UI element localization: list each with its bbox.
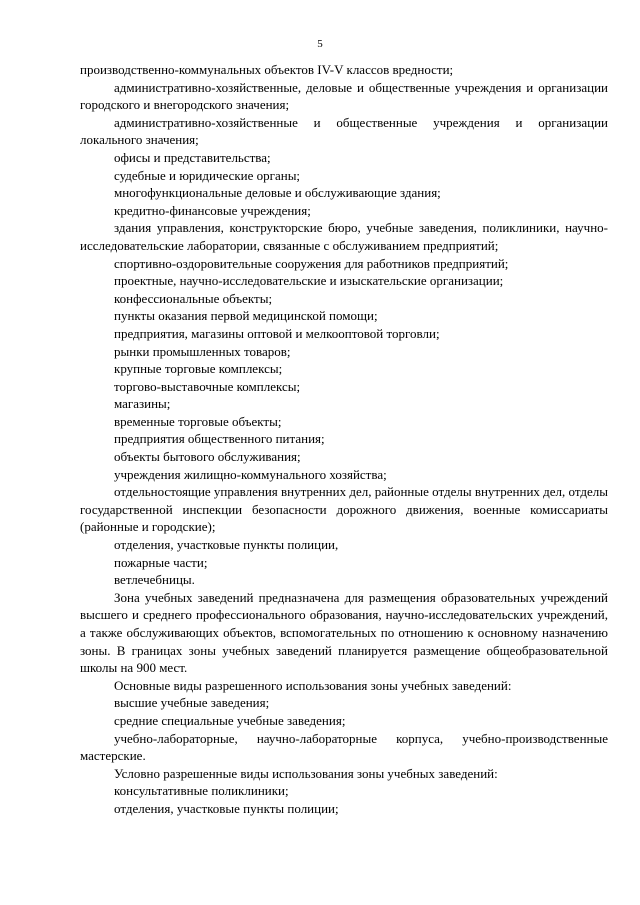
paragraph: предприятия общественного питания;	[114, 431, 325, 447]
paragraph: производственно-коммунальных объектов IV-V классов вредности;	[80, 62, 454, 77]
paragraph: учреждения жилищно-коммунального хозяйства;	[114, 466, 387, 482]
paragraph: объекты бытового обслуживания;	[114, 449, 301, 465]
paragraph: конфессиональные объекты;	[114, 290, 273, 306]
paragraph: консультативные поликлиники;	[114, 783, 289, 799]
paragraph: кредитно-финансовые учреждения;	[114, 202, 311, 218]
paragraph: учебно-лабораторные, научно-лабораторные корпуса, учебно-производственные мастерские.	[80, 730, 608, 764]
paragraph: отдельностоящие управления внутренних дел, районные отделы внутренних дел, отделы государственной инспекции безопасности дорожного движения, военные комиссариаты (районные и городские);	[80, 484, 608, 535]
paragraph: отделения, участковые пункты полиции;	[114, 800, 339, 816]
paragraph: многофункциональные деловые и обслуживающие здания;	[114, 185, 441, 201]
paragraph: здания управления, конструкторские бюро, учебные заведения, поликлиники, научно-исследовательские лаборатории, связанные с обслуживанием предприятий;	[80, 220, 608, 253]
paragraph: ветлечебницы.	[114, 572, 195, 588]
paragraph: крупные торговые комплексы;	[114, 361, 283, 377]
paragraph: офисы и представительства;	[114, 149, 271, 165]
paragraph: административно-хозяйственные и общественные учреждения и организации локального значения;	[80, 114, 608, 148]
paragraph: спортивно-оздоровительные сооружения для работников предприятий;	[114, 255, 509, 271]
paragraph: временные торговые объекты;	[114, 413, 282, 429]
paragraph: административно-хозяйственные, деловые и общественные учреждения и организации городского и внегородского значения;	[80, 79, 608, 113]
paragraph: предприятия, магазины оптовой и мелкооптовой торговли;	[114, 325, 440, 341]
paragraph: пункты оказания первой медицинской помощи;	[114, 308, 378, 324]
paragraph: торгово-выставочные комплексы;	[114, 378, 301, 394]
paragraph: средние специальные учебные заведения;	[114, 712, 346, 728]
paragraph: отделения, участковые пункты полиции,	[114, 537, 339, 553]
paragraph: пожарные части;	[114, 554, 208, 570]
page-number: 5	[317, 38, 323, 50]
paragraph: Условно разрешенные виды использования зоны учебных заведений:	[114, 765, 498, 781]
paragraph: рынки промышленных товаров;	[114, 343, 291, 359]
paragraph: высшие учебные заведения;	[114, 695, 270, 711]
document-body	[80, 61, 608, 818]
paragraph: судебные и юридические органы;	[114, 167, 301, 183]
paragraph: Зона учебных заведений предназначена для размещения образовательных учреждений высшего и среднего профессионального образования, научно-исследовательских учреждений, а также обслуживающих объектов, вспомогательных по отношению к основному назначению зоны. В границах зоны учебных заведений планируется размещение общеобразовательной школы на 900 мест.	[80, 589, 608, 676]
paragraph: проектные, научно-исследовательские и изыскательские организации;	[114, 273, 504, 289]
paragraph: Основные виды разрешенного использования зоны учебных заведений:	[114, 677, 512, 693]
paragraph: магазины;	[114, 396, 171, 412]
